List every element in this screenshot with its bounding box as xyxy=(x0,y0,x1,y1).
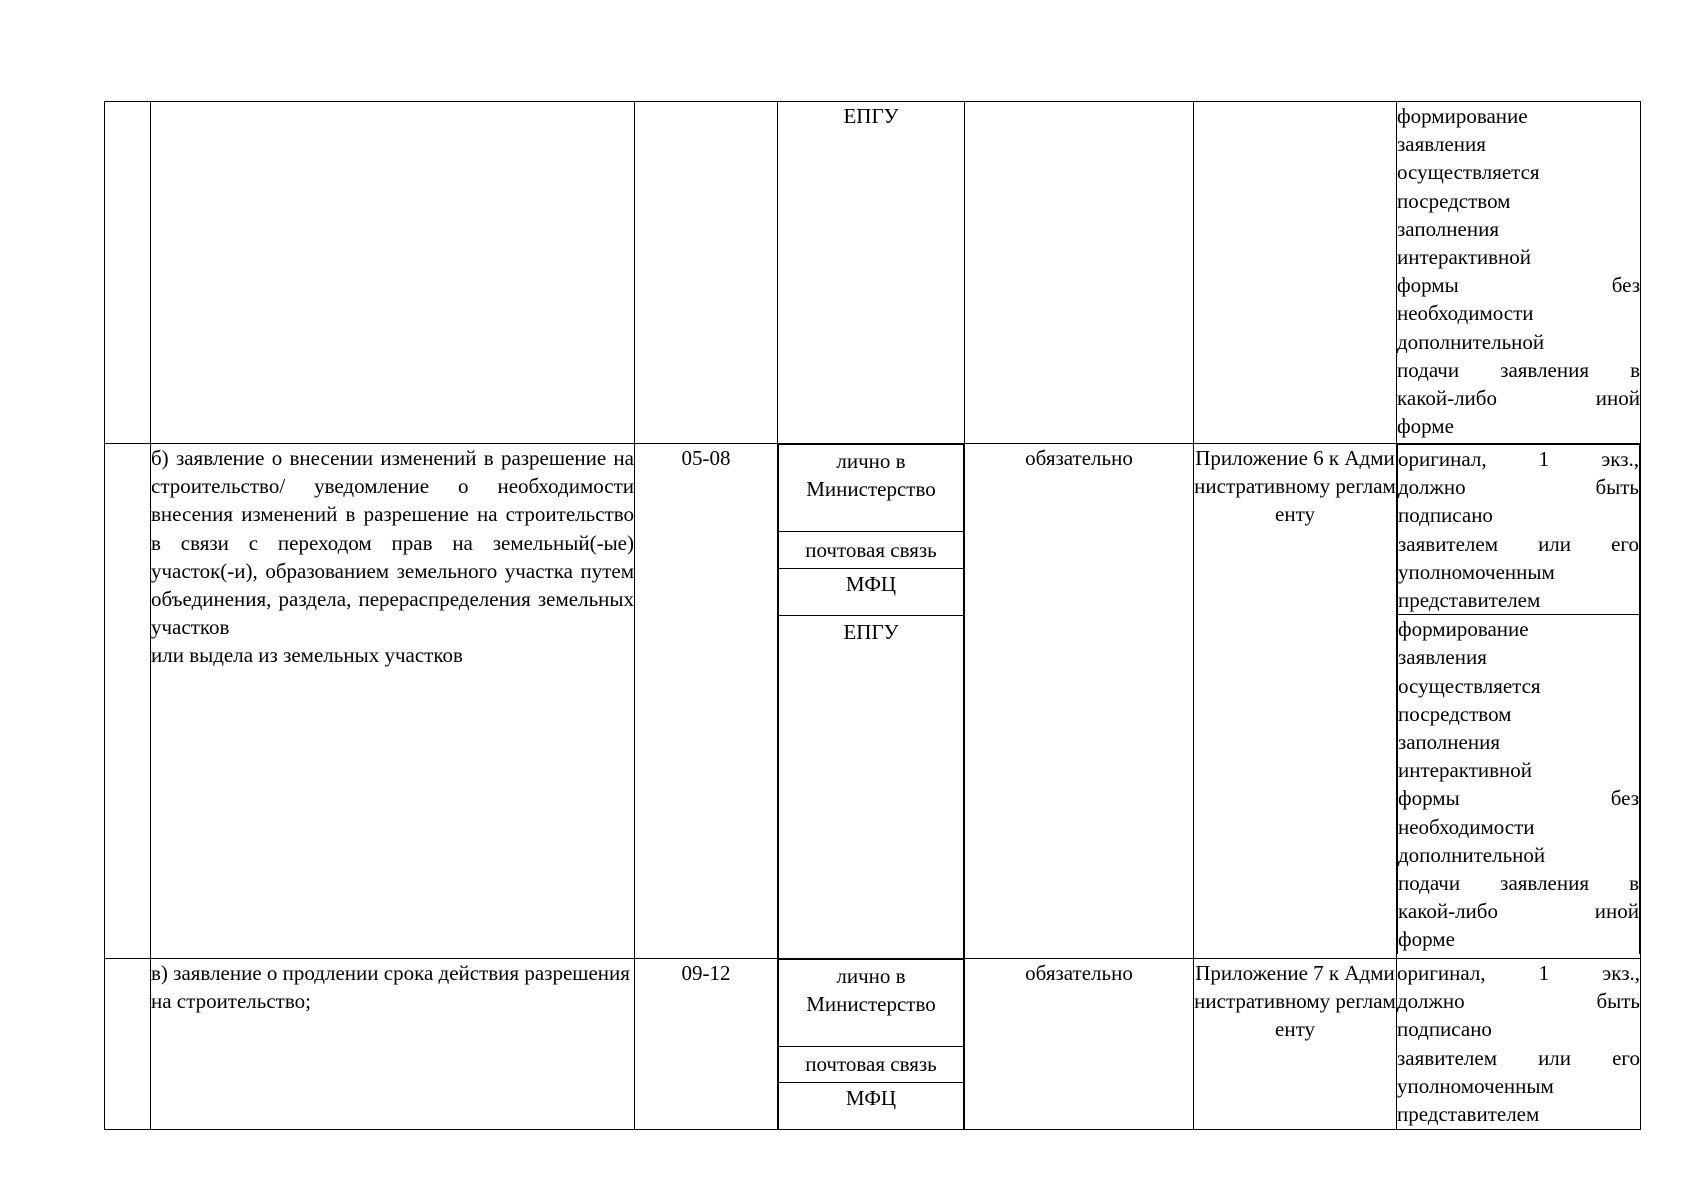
note-line: необходимости xyxy=(1397,301,1534,326)
note-block xyxy=(1398,445,1640,615)
note-cell xyxy=(1397,102,1641,444)
note-line: заявителем или его xyxy=(1398,531,1639,556)
note-line: представителем xyxy=(1398,588,1541,613)
note-line: дополнительной xyxy=(1398,842,1546,867)
note-line: формирование xyxy=(1398,617,1529,642)
document-name: в) заявление о продлении срока действия разрешения на строительство; xyxy=(151,961,630,1014)
note-line: какой-либо иной xyxy=(1398,899,1639,924)
required-cell xyxy=(965,102,1194,444)
note-line: какой-либо иной xyxy=(1397,386,1640,411)
channel-label: почтовая связь xyxy=(779,532,964,569)
required-cell xyxy=(965,959,1194,1130)
form-reference: Приложение 7 к Административному регламенту xyxy=(1194,961,1396,1042)
note-line: уполномоченным xyxy=(1397,1073,1554,1098)
document-name-cell xyxy=(151,959,635,1130)
note-list xyxy=(1397,444,1640,954)
form-cell xyxy=(1194,959,1397,1130)
form-cell xyxy=(1194,102,1397,444)
document-name-cell xyxy=(151,102,635,444)
required-cell xyxy=(965,444,1194,959)
table-row xyxy=(105,102,1641,444)
note-line: формирование xyxy=(1397,104,1528,128)
channel-cell xyxy=(778,102,965,444)
note-block xyxy=(1398,615,1640,954)
note-line: подписано xyxy=(1398,503,1493,528)
channel-list xyxy=(778,959,964,1129)
document-name-tail: или выдела из земельных участков xyxy=(151,643,463,668)
channel-label: лично в Министерство xyxy=(779,445,964,532)
note-line: необходимости xyxy=(1398,814,1535,839)
note-cell xyxy=(1397,444,1641,959)
note-line: осуществляется xyxy=(1397,160,1540,185)
note-line: формы без xyxy=(1398,786,1639,811)
document-code-cell xyxy=(635,444,778,959)
required-value: обязательно xyxy=(1025,961,1133,985)
note-line: подачи заявления в xyxy=(1397,357,1640,382)
note-line: заявления xyxy=(1398,645,1487,670)
note-line: интерактивной xyxy=(1397,245,1532,270)
index-cell xyxy=(105,444,151,959)
requirements-table xyxy=(104,101,1641,1130)
required-value: обязательно xyxy=(1025,446,1133,470)
note-line: уполномоченным xyxy=(1398,559,1555,584)
note-line: оригинал, 1 экз., xyxy=(1397,961,1640,985)
note-line: представителем xyxy=(1397,1102,1540,1127)
note-line: заполнения xyxy=(1397,216,1499,241)
note-line: дополнительной xyxy=(1397,329,1545,354)
note-line: форме xyxy=(1397,414,1454,439)
table-row xyxy=(105,959,1641,1130)
document-code: 05-08 xyxy=(681,446,731,470)
table-row xyxy=(105,444,1641,959)
form-cell xyxy=(1194,444,1397,959)
document-code-cell xyxy=(635,959,778,1130)
channel-cell xyxy=(778,444,965,959)
document-code: 09-12 xyxy=(681,961,731,985)
note-line: формы без xyxy=(1397,273,1640,298)
channel-list xyxy=(778,444,964,958)
form-reference: Приложение 6 к Административному регламенту xyxy=(1194,446,1396,527)
note-line: посредством xyxy=(1397,188,1511,213)
channel-cell xyxy=(778,959,965,1130)
channel-label: ЕПГУ xyxy=(843,104,899,128)
document-code-cell xyxy=(635,102,778,444)
note-line: должно быть xyxy=(1398,475,1639,500)
channel-label: лично в Министерство xyxy=(779,960,964,1047)
note-cell xyxy=(1397,959,1641,1130)
note-line: оригинал, 1 экз., xyxy=(1398,447,1639,471)
note-line: осуществляется xyxy=(1398,673,1541,698)
index-cell xyxy=(105,959,151,1130)
channel-label: ЕПГУ xyxy=(779,616,964,959)
document-name: б) заявление о внесении изменений в разрешение на строительство/ уведомление о необходимости внесения изменений в разрешение на строительство в связи с переходом прав на земельный(-ые) участок(-и), образованием земельного участка путем объединения, раздела, перераспределения земельных участков xyxy=(151,446,634,640)
note-line: подачи заявления в xyxy=(1398,871,1639,896)
note-line: подписано xyxy=(1397,1017,1492,1042)
note-line: заявителем или его xyxy=(1397,1045,1640,1070)
channel-label: МФЦ xyxy=(779,1083,964,1130)
note-line: посредством xyxy=(1398,701,1512,726)
note-line: заявления xyxy=(1397,132,1486,157)
index-cell xyxy=(105,102,151,444)
document-name-cell xyxy=(151,444,635,959)
note-line: интерактивной xyxy=(1398,758,1533,783)
note-line: должно быть xyxy=(1397,989,1640,1014)
note-line: форме xyxy=(1398,927,1455,952)
channel-label: МФЦ xyxy=(779,569,964,616)
channel-label: почтовая связь xyxy=(779,1047,964,1083)
note-line: заполнения xyxy=(1398,730,1500,755)
